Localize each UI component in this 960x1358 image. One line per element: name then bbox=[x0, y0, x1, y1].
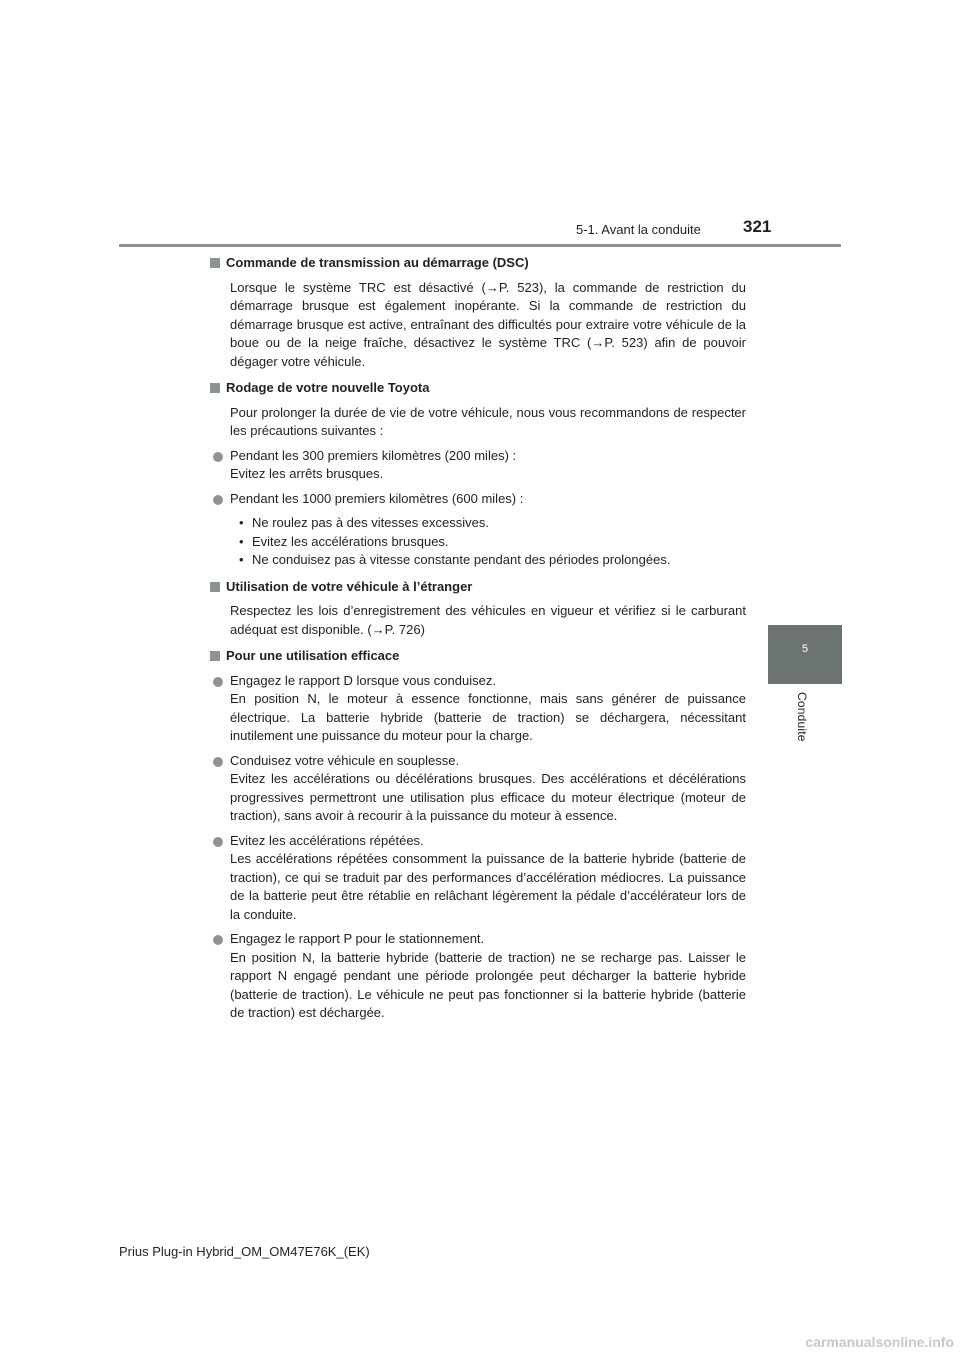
section-heading bbox=[210, 578, 746, 597]
circle-bullet-icon bbox=[213, 452, 223, 462]
section-heading-text: Utilisation de votre véhicule à l’étranger bbox=[226, 578, 473, 594]
page-header bbox=[0, 0, 960, 250]
watermark: carmanualsonline.info bbox=[805, 1334, 954, 1350]
section-heading bbox=[210, 254, 746, 273]
page-number: 321 bbox=[743, 217, 772, 236]
sub-list-item bbox=[239, 551, 746, 570]
bullet-title: Pendant les 1000 premiers kilomètres (600 miles) : bbox=[230, 490, 524, 506]
bullet-body: Les accélérations répétées consomment la puissance de la batterie hybride (batterie de traction), ce qui se traduit par des performances d’accélération médiocres. La puissance de la batterie peut être rétablie en relâchant légèrement la pédale d’accélérateur lors de la conduite. bbox=[230, 851, 746, 922]
sub-list-text: Ne conduisez pas à vitesse constante pendant des périodes prolongées. bbox=[252, 552, 671, 567]
list-item bbox=[210, 832, 746, 925]
circle-bullet-icon bbox=[213, 935, 223, 945]
chapter-number: 5 bbox=[801, 643, 809, 655]
section-dsc bbox=[210, 254, 746, 371]
section-heading bbox=[210, 647, 746, 666]
bullet-title: Pendant les 300 premiers kilomètres (200 miles) : bbox=[230, 447, 517, 463]
bullet-title: Engagez le rapport D lorsque vous conduisez. bbox=[230, 672, 496, 688]
dot-marker-icon: • bbox=[239, 533, 244, 549]
header-divider bbox=[119, 244, 841, 247]
list-item bbox=[210, 752, 746, 826]
footer-document-id: Prius Plug-in Hybrid_OM_OM47E76K_(EK) bbox=[119, 1244, 370, 1259]
bullet-title: Evitez les accélérations répétées. bbox=[230, 832, 424, 848]
square-bullet-icon bbox=[210, 582, 220, 592]
bullet-title: Engagez le rapport P pour le stationnement. bbox=[230, 931, 485, 946]
square-bullet-icon bbox=[210, 651, 220, 661]
bullet-body: En position N, la batterie hybride (batterie de traction) ne se recharge pas. Laisser le rapport N engagé pendant une période prolongée peut décharger la batterie hybride (batterie de traction). Le véhicule ne peut pas fonctionner si la batterie hybride (batterie de traction) est déchargée. bbox=[230, 949, 746, 1020]
sub-list-item bbox=[239, 533, 746, 552]
circle-bullet-icon bbox=[213, 837, 223, 847]
square-bullet-icon bbox=[210, 383, 220, 393]
circle-bullet-icon bbox=[213, 495, 223, 505]
sub-list bbox=[210, 514, 746, 570]
square-bullet-icon bbox=[210, 258, 220, 268]
section-heading-text: Commande de transmission au démarrage (DSC) bbox=[226, 255, 529, 270]
circle-bullet-icon bbox=[213, 677, 223, 687]
chapter-label: Conduite bbox=[795, 692, 809, 742]
bullet-title: Conduisez votre véhicule en souplesse. bbox=[230, 752, 460, 768]
list-item bbox=[210, 672, 746, 746]
page-content bbox=[210, 254, 746, 1031]
dot-marker-icon: • bbox=[239, 552, 244, 567]
section-heading-text: Rodage de votre nouvelle Toyota bbox=[226, 380, 430, 395]
section-rodage bbox=[210, 379, 746, 570]
sub-list-text: Evitez les accélérations brusques. bbox=[252, 533, 449, 549]
section-title: 5-1. Avant la conduite bbox=[576, 222, 701, 237]
circle-bullet-icon bbox=[213, 757, 223, 767]
list-item bbox=[210, 930, 746, 1023]
section-etranger bbox=[210, 578, 746, 640]
section-heading-text: Pour une utilisation efficace bbox=[226, 648, 400, 663]
bullet-body: Evitez les arrêts brusques. bbox=[230, 466, 384, 481]
bullet-body: En position N, le moteur à essence fonctionne, mais sans générer de puissance électrique. La batterie hybride (batterie de traction) se déchargera, nécessitant inutilement une puissance du moteur pour la charge. bbox=[230, 691, 746, 743]
section-heading bbox=[210, 379, 746, 398]
chapter-tab bbox=[768, 625, 842, 684]
section-efficace bbox=[210, 647, 746, 1023]
bullet-body: Evitez les accélérations ou décélérations brusques. Des accélérations et décélérations progressives permettront une utilisation plus efficace du moteur électrique (moteur de traction), sans avoir à recourir à la puissance du moteur à essence. bbox=[230, 771, 746, 823]
section-paragraph: Lorsque le système TRC est désactivé (→P. 523), la commande de restriction du démarrage brusque est également inopérante. Si la commande de restriction du démarrage brusque est active, entraînant des difficultés pour extraire votre véhicule de la boue ou de la neige fraîche, désactivez le système TRC (→P. 523) afin de pouvoir dégager votre véhicule. bbox=[230, 279, 746, 369]
sub-list-text: Ne roulez pas à des vitesses excessives. bbox=[252, 515, 489, 530]
section-paragraph: Respectez les lois d’enregistrement des véhicules en vigueur et vérifiez si le carburant adéquat est disponible. (→P. 726) bbox=[230, 603, 746, 637]
sub-list-item bbox=[239, 514, 746, 533]
section-paragraph: Pour prolonger la durée de vie de votre véhicule, nous vous recommandons de respecter les précautions suivantes : bbox=[230, 404, 746, 438]
dot-marker-icon: • bbox=[239, 515, 244, 530]
list-item bbox=[210, 490, 746, 509]
list-item bbox=[210, 447, 746, 484]
